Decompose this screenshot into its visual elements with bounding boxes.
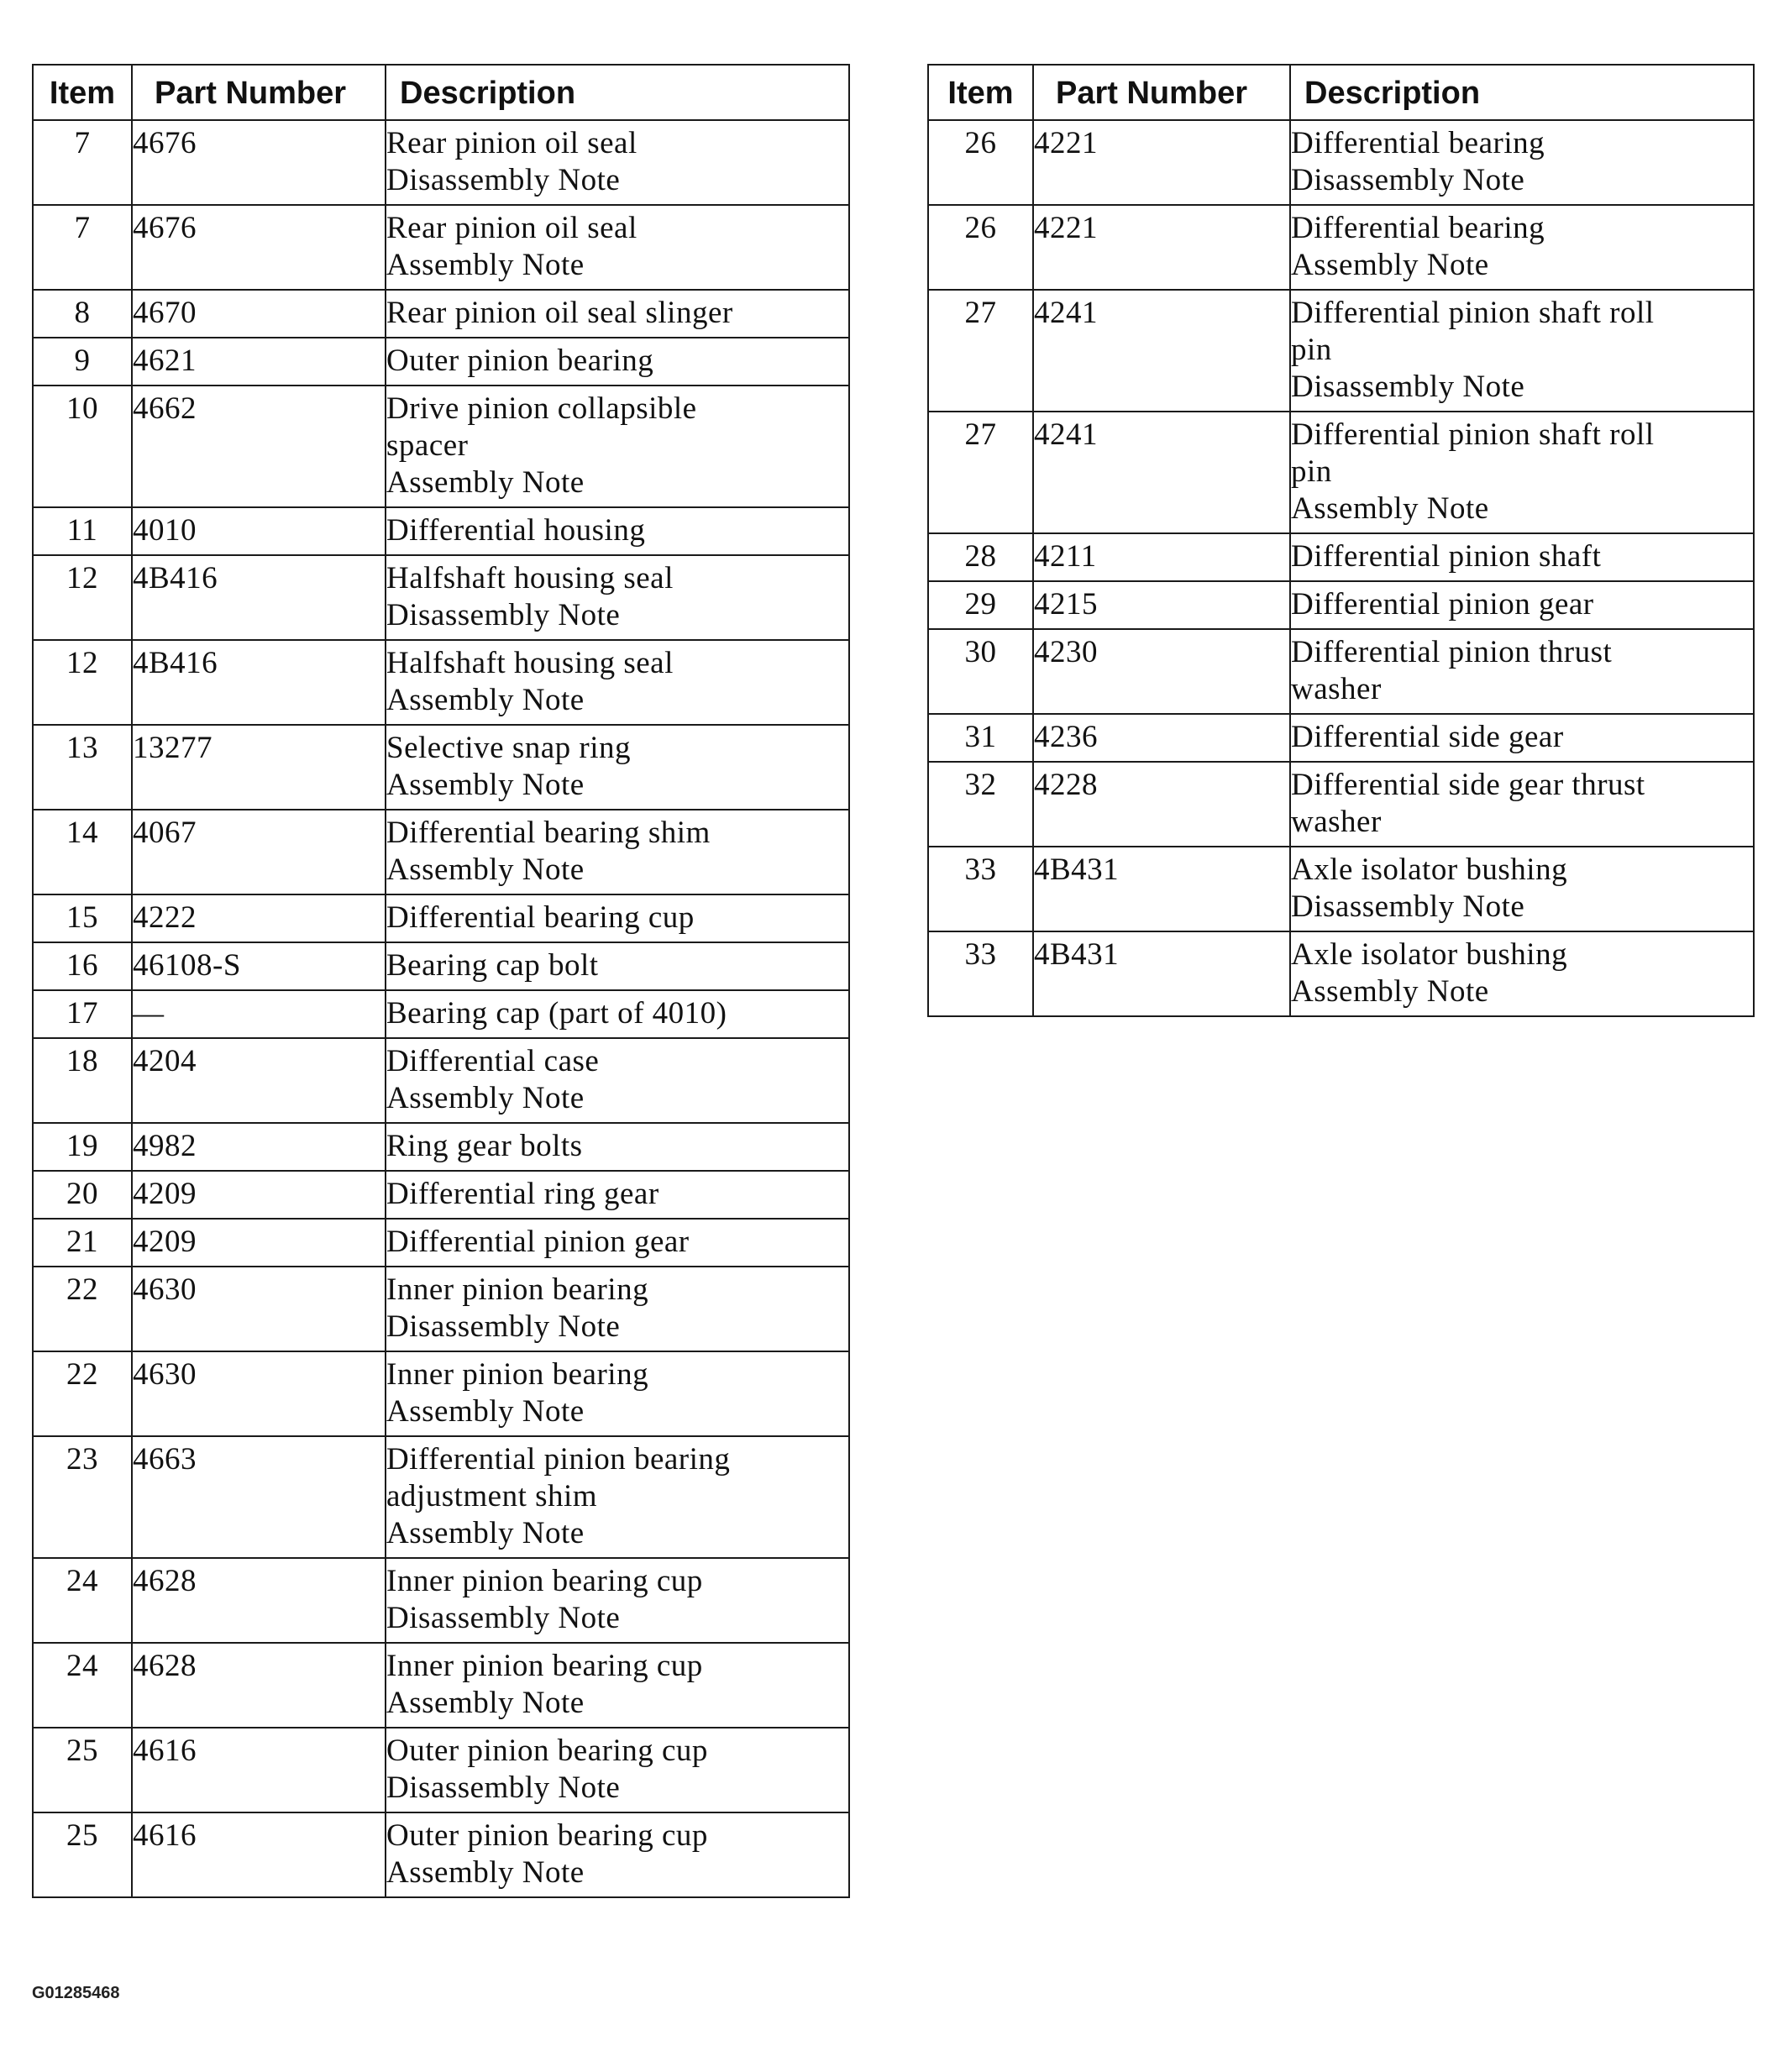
procedure-note-link[interactable]: Assembly Note bbox=[1291, 974, 1489, 1009]
description-cell bbox=[386, 810, 849, 894]
description-text: Bearing cap bolt bbox=[386, 948, 599, 983]
description-text: Differential bearing cup bbox=[386, 900, 695, 935]
item-cell: 24 bbox=[33, 1558, 132, 1643]
part-number-cell: 4230 bbox=[1033, 629, 1290, 714]
table-row bbox=[33, 1267, 849, 1351]
description-text: pin bbox=[1291, 454, 1332, 489]
procedure-note-link[interactable]: Assembly Note bbox=[386, 1686, 585, 1720]
description-cell bbox=[386, 894, 849, 942]
procedure-note-link[interactable]: Assembly Note bbox=[1291, 491, 1489, 526]
description-text: Axle isolator bushing bbox=[1291, 852, 1568, 887]
description-text: Differential bearing bbox=[1291, 126, 1545, 160]
description-cell bbox=[386, 290, 849, 338]
table-row bbox=[33, 1351, 849, 1436]
item-cell: 26 bbox=[928, 205, 1033, 290]
table-row bbox=[928, 290, 1754, 412]
procedure-note-link[interactable]: Assembly Note bbox=[1291, 248, 1489, 282]
item-cell: 25 bbox=[33, 1812, 132, 1897]
description-cell bbox=[386, 640, 849, 725]
description-text: Differential pinion gear bbox=[1291, 587, 1594, 622]
part-number-cell: 4211 bbox=[1033, 533, 1290, 581]
item-cell: 10 bbox=[33, 386, 132, 507]
table-row bbox=[33, 1436, 849, 1558]
item-cell: 32 bbox=[928, 762, 1033, 847]
item-cell: 12 bbox=[33, 555, 132, 640]
item-cell: 31 bbox=[928, 714, 1033, 762]
description-cell bbox=[1290, 290, 1754, 412]
description-text: Ring gear bolts bbox=[386, 1129, 583, 1163]
description-cell bbox=[386, 120, 849, 205]
description-text: Halfshaft housing seal bbox=[386, 561, 674, 595]
part-number-cell: 4630 bbox=[132, 1267, 386, 1351]
table-row bbox=[33, 1558, 849, 1643]
description-text: Drive pinion collapsible bbox=[386, 391, 697, 426]
description-cell bbox=[386, 1171, 849, 1219]
description-cell bbox=[386, 338, 849, 386]
table-row bbox=[33, 894, 849, 942]
item-cell: 29 bbox=[928, 581, 1033, 629]
procedure-note-link[interactable]: Assembly Note bbox=[386, 852, 585, 887]
procedure-note-link[interactable]: Disassembly Note bbox=[386, 163, 621, 197]
part-number-cell: 4221 bbox=[1033, 120, 1290, 205]
description-text: Differential ring gear bbox=[386, 1177, 659, 1211]
item-cell: 22 bbox=[33, 1351, 132, 1436]
item-cell: 20 bbox=[33, 1171, 132, 1219]
procedure-note-link[interactable]: Disassembly Note bbox=[386, 598, 621, 632]
description-text: Inner pinion bearing bbox=[386, 1357, 649, 1392]
part-number-cell: 4630 bbox=[132, 1351, 386, 1436]
column-header-item: Item bbox=[33, 65, 132, 120]
part-number-cell: 4676 bbox=[132, 205, 386, 290]
column-header-description: Description bbox=[386, 65, 849, 120]
description-text: Differential side gear bbox=[1291, 720, 1564, 754]
description-cell bbox=[1290, 931, 1754, 1016]
table-row bbox=[928, 847, 1754, 931]
table-row bbox=[33, 338, 849, 386]
part-number-cell: 4616 bbox=[132, 1812, 386, 1897]
description-text: Differential housing bbox=[386, 513, 646, 548]
procedure-note-link[interactable]: Disassembly Note bbox=[386, 1309, 621, 1344]
part-number-cell: 4B431 bbox=[1033, 931, 1290, 1016]
table-row bbox=[928, 714, 1754, 762]
description-cell bbox=[386, 1558, 849, 1643]
description-text: Halfshaft housing seal bbox=[386, 646, 674, 680]
item-cell: 18 bbox=[33, 1038, 132, 1123]
table-row bbox=[928, 762, 1754, 847]
part-number-cell: 4236 bbox=[1033, 714, 1290, 762]
table-row bbox=[33, 810, 849, 894]
description-text: Selective snap ring bbox=[386, 731, 632, 765]
part-number-cell: 4204 bbox=[132, 1038, 386, 1123]
item-cell: 33 bbox=[928, 847, 1033, 931]
part-number-cell: 4228 bbox=[1033, 762, 1290, 847]
table-body bbox=[33, 120, 849, 1897]
part-number-cell: 4B416 bbox=[132, 555, 386, 640]
procedure-note-link[interactable]: Assembly Note bbox=[386, 248, 585, 282]
part-number-cell: 4215 bbox=[1033, 581, 1290, 629]
part-number-cell: 4982 bbox=[132, 1123, 386, 1171]
table-row bbox=[33, 1643, 849, 1728]
procedure-note-link[interactable]: Assembly Note bbox=[386, 1855, 585, 1890]
description-cell bbox=[386, 1038, 849, 1123]
description-cell bbox=[386, 990, 849, 1038]
procedure-note-link[interactable]: Assembly Note bbox=[386, 1081, 585, 1115]
procedure-note-link[interactable]: Assembly Note bbox=[386, 683, 585, 717]
part-number-cell: 4209 bbox=[132, 1171, 386, 1219]
description-cell bbox=[1290, 581, 1754, 629]
item-cell: 8 bbox=[33, 290, 132, 338]
description-cell bbox=[386, 1267, 849, 1351]
procedure-note-link[interactable]: Assembly Note bbox=[386, 1516, 585, 1550]
table-row bbox=[33, 640, 849, 725]
procedure-note-link[interactable]: Disassembly Note bbox=[1291, 370, 1525, 404]
description-cell bbox=[386, 205, 849, 290]
parts-table-right bbox=[927, 64, 1755, 1017]
table-row bbox=[33, 1728, 849, 1812]
table-row bbox=[33, 1123, 849, 1171]
table-row bbox=[33, 290, 849, 338]
parts-table-left bbox=[32, 64, 850, 1898]
description-text: Differential pinion bearing bbox=[386, 1442, 731, 1477]
table-row bbox=[33, 725, 849, 810]
header-row bbox=[928, 65, 1754, 120]
item-cell: 12 bbox=[33, 640, 132, 725]
part-number-cell: 4676 bbox=[132, 120, 386, 205]
table-row bbox=[928, 581, 1754, 629]
description-text: Outer pinion bearing bbox=[386, 344, 654, 378]
part-number-cell: 4628 bbox=[132, 1558, 386, 1643]
item-cell: 30 bbox=[928, 629, 1033, 714]
description-text: Differential case bbox=[386, 1044, 600, 1078]
item-cell: 27 bbox=[928, 290, 1033, 412]
part-number-cell: — bbox=[132, 990, 386, 1038]
table-row bbox=[33, 1171, 849, 1219]
procedure-note-link[interactable]: Disassembly Note bbox=[1291, 163, 1525, 197]
table-body bbox=[928, 120, 1754, 1016]
description-text: Differential bearing bbox=[1291, 211, 1545, 245]
description-text: Differential side gear thrust bbox=[1291, 768, 1645, 802]
item-cell: 11 bbox=[33, 507, 132, 555]
item-cell: 9 bbox=[33, 338, 132, 386]
description-cell bbox=[386, 1812, 849, 1897]
column-header-description: Description bbox=[1290, 65, 1754, 120]
procedure-note-link[interactable]: Assembly Note bbox=[386, 465, 585, 500]
item-cell: 25 bbox=[33, 1728, 132, 1812]
item-cell: 13 bbox=[33, 725, 132, 810]
procedure-note-link[interactable]: Assembly Note bbox=[386, 768, 585, 802]
header-row bbox=[33, 65, 849, 120]
description-cell bbox=[1290, 847, 1754, 931]
procedure-note-link[interactable]: Disassembly Note bbox=[386, 1601, 621, 1635]
part-number-cell: 4067 bbox=[132, 810, 386, 894]
description-text: washer bbox=[1291, 672, 1382, 706]
item-cell: 26 bbox=[928, 120, 1033, 205]
procedure-note-link[interactable]: Assembly Note bbox=[386, 1394, 585, 1429]
description-text: Inner pinion bearing cup bbox=[386, 1564, 703, 1598]
item-cell: 14 bbox=[33, 810, 132, 894]
column-header-part-number: Part Number bbox=[132, 65, 386, 120]
table-row bbox=[33, 555, 849, 640]
description-cell bbox=[1290, 412, 1754, 533]
part-number-cell: 4241 bbox=[1033, 412, 1290, 533]
table-row bbox=[33, 942, 849, 990]
description-text: Rear pinion oil seal slinger bbox=[386, 296, 733, 330]
table-row bbox=[928, 533, 1754, 581]
column-header-item: Item bbox=[928, 65, 1033, 120]
description-cell bbox=[1290, 120, 1754, 205]
part-number-cell: 4621 bbox=[132, 338, 386, 386]
part-number-cell: 4662 bbox=[132, 386, 386, 507]
description-text: adjustment shim bbox=[386, 1479, 598, 1513]
description-cell bbox=[386, 507, 849, 555]
description-cell bbox=[1290, 533, 1754, 581]
table-row bbox=[928, 412, 1754, 533]
description-cell bbox=[1290, 762, 1754, 847]
item-cell: 16 bbox=[33, 942, 132, 990]
part-number-cell: 4209 bbox=[132, 1219, 386, 1267]
description-cell bbox=[1290, 629, 1754, 714]
description-text: Differential pinion gear bbox=[386, 1225, 690, 1259]
description-cell bbox=[386, 1728, 849, 1812]
table-row bbox=[33, 990, 849, 1038]
description-text: Differential pinion shaft bbox=[1291, 539, 1602, 574]
table-row bbox=[928, 931, 1754, 1016]
item-cell: 17 bbox=[33, 990, 132, 1038]
figure-id: G01285468 bbox=[32, 1984, 120, 2002]
description-cell bbox=[386, 942, 849, 990]
part-number-cell: 4628 bbox=[132, 1643, 386, 1728]
part-number-cell: 4670 bbox=[132, 290, 386, 338]
description-text: Rear pinion oil seal bbox=[386, 211, 638, 245]
description-cell bbox=[1290, 205, 1754, 290]
item-cell: 21 bbox=[33, 1219, 132, 1267]
description-text: Differential bearing shim bbox=[386, 816, 711, 850]
table-row bbox=[33, 1219, 849, 1267]
part-number-cell: 4010 bbox=[132, 507, 386, 555]
part-number-cell: 4B431 bbox=[1033, 847, 1290, 931]
item-cell: 7 bbox=[33, 205, 132, 290]
part-number-cell: 4241 bbox=[1033, 290, 1290, 412]
description-text: washer bbox=[1291, 805, 1382, 839]
description-text: pin bbox=[1291, 333, 1332, 367]
table-row bbox=[33, 386, 849, 507]
description-text: Outer pinion bearing cup bbox=[386, 1734, 708, 1768]
column-header-part-number: Part Number bbox=[1033, 65, 1290, 120]
part-number-cell: 4663 bbox=[132, 1436, 386, 1558]
table-row bbox=[33, 205, 849, 290]
description-cell bbox=[386, 386, 849, 507]
item-cell: 7 bbox=[33, 120, 132, 205]
item-cell: 27 bbox=[928, 412, 1033, 533]
table-row bbox=[928, 120, 1754, 205]
item-cell: 23 bbox=[33, 1436, 132, 1558]
part-number-cell: 4222 bbox=[132, 894, 386, 942]
description-cell bbox=[1290, 714, 1754, 762]
description-text: Rear pinion oil seal bbox=[386, 126, 638, 160]
procedure-note-link[interactable]: Disassembly Note bbox=[386, 1770, 621, 1805]
description-text: Axle isolator bushing bbox=[1291, 937, 1568, 972]
part-number-cell: 46108-S bbox=[132, 942, 386, 990]
item-cell: 19 bbox=[33, 1123, 132, 1171]
item-cell: 28 bbox=[928, 533, 1033, 581]
description-text: Differential pinion thrust bbox=[1291, 635, 1613, 669]
item-cell: 22 bbox=[33, 1267, 132, 1351]
description-cell bbox=[386, 725, 849, 810]
part-number-cell: 4B416 bbox=[132, 640, 386, 725]
description-cell bbox=[386, 1351, 849, 1436]
description-text: Differential pinion shaft roll bbox=[1291, 417, 1655, 452]
table-row bbox=[33, 1812, 849, 1897]
table-row bbox=[33, 1038, 849, 1123]
part-number-cell: 13277 bbox=[132, 725, 386, 810]
description-text: Bearing cap (part of 4010) bbox=[386, 996, 727, 1031]
part-number-cell: 4616 bbox=[132, 1728, 386, 1812]
table-row bbox=[33, 120, 849, 205]
description-text: Outer pinion bearing cup bbox=[386, 1818, 708, 1853]
table-row bbox=[928, 629, 1754, 714]
description-text: Differential pinion shaft roll bbox=[1291, 296, 1655, 330]
item-cell: 33 bbox=[928, 931, 1033, 1016]
table-row bbox=[928, 205, 1754, 290]
procedure-note-link[interactable]: Disassembly Note bbox=[1291, 889, 1525, 924]
table-row bbox=[33, 507, 849, 555]
description-cell bbox=[386, 1643, 849, 1728]
description-cell bbox=[386, 555, 849, 640]
description-text: Inner pinion bearing bbox=[386, 1272, 649, 1307]
description-cell bbox=[386, 1123, 849, 1171]
item-cell: 24 bbox=[33, 1643, 132, 1728]
description-cell bbox=[386, 1436, 849, 1558]
description-text: Inner pinion bearing cup bbox=[386, 1649, 703, 1683]
item-cell: 15 bbox=[33, 894, 132, 942]
description-text: spacer bbox=[386, 428, 469, 463]
part-number-cell: 4221 bbox=[1033, 205, 1290, 290]
description-cell bbox=[386, 1219, 849, 1267]
